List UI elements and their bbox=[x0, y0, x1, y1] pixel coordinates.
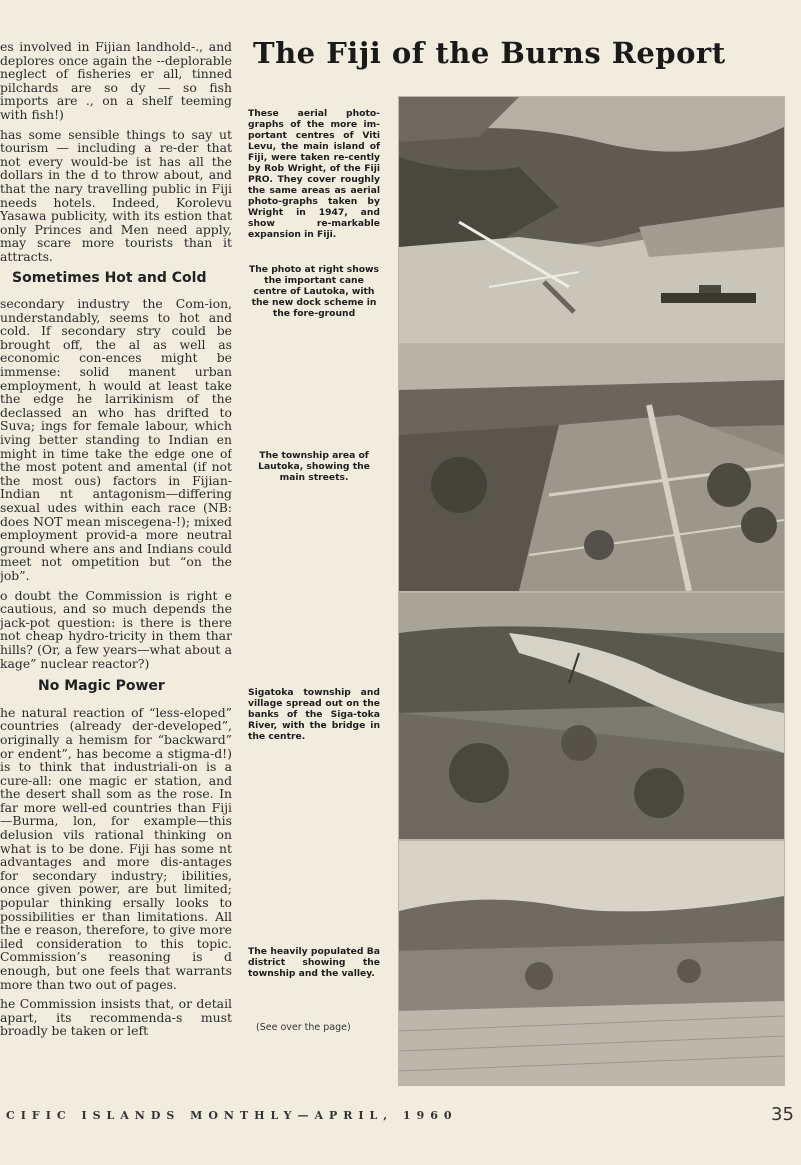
paragraph-tourism: has some sensible things to say ut tourism — including a re-der that not every would-be ist has all the dollars in the d to throw about, and that the nary travelling public in Fiji needs hotels. Indeed, Korolevu Yasawa publicity, with its estion that only Princes and Men need apply, may scare more tourists than it attracts. bbox=[0, 126, 232, 264]
heading-no-magic-power: No Magic Power bbox=[38, 678, 165, 695]
caption-lautoka-dock: The photo at right shows the important cane centre of Lautoka, with the new dock scheme in the fore-ground bbox=[248, 264, 380, 319]
paragraph-secondary-industry: secondary industry the Com-ion, understandably, seems to hot and cold. If secondary stry could be brought off, the al as well as economic con-ences might be immense: solid manent urban employment, h would at least take the edge he larrikinism of the declassed an who has drifted to Suva; ings for female labour, which iving better standing to Indian en might in time take the edge one of the most potent and amental (if not the most ous) factors in Fijian-Indian nt antagonism—differing sexual udes within each race (NB: does NOT mean miscegena-!); mixed employment provid-a more neutral ground where ans and Indians could meet not ompetition but “on the job”. bbox=[0, 296, 232, 583]
paragraph-hydro: o doubt the Commission is right e cautious, and so much depends the jack-pot question: is there is there not cheap hydro-tricity in them thar hills? (Or, a few years—what about a kage” nuclear reactor?) bbox=[0, 587, 232, 671]
caption-lautoka-township: The township area of Lautoka, showing the main streets. bbox=[258, 450, 370, 483]
paragraph-commission-insists: he Commission insists that, or detail apart, its recommenda-s must broadly be taken or left bbox=[0, 996, 232, 1039]
caption-ba-district: The heavily populated Ba district showing the township and the valley. bbox=[248, 946, 380, 979]
caption-sigatoka: Sigatoka township and village spread out on the banks of the Siga-toka River, with the bridge in the centre. bbox=[248, 687, 380, 742]
article-title: The Fiji of the Burns Report bbox=[253, 36, 726, 70]
page-number: 35 bbox=[771, 1104, 794, 1125]
heading-sometimes-hot-and-cold: Sometimes Hot and Cold bbox=[12, 269, 207, 286]
see-over-note: (See over the page) bbox=[256, 1022, 351, 1033]
photo-lautoka-township bbox=[398, 344, 785, 592]
footer-magazine-line: CIFIC ISLANDS MONTHLY—APRIL, 1960 bbox=[6, 1109, 458, 1122]
photo-ba-district bbox=[398, 840, 785, 1086]
paragraph-natural-reaction: he natural reaction of “less-eloped” countries (already der-developed”, originally a hemism for “backward” or endent”, has become a stigma-d!) is to think that industriali-on is a cure-all: one magic er station, and the desert shall som as the rose. In far more well-ed countries than Fiji—Burma, lon, for example—this delusion vils rational thinking on what is to be done. Fiji has some nt advantages and more dis-antages for secondary industry; ibilities, once given power, are but limited; popular thinking ersally looks to possibilities er than limitations. All the e reason, therefore, to give more iled consideration to this topic. Commission’s reasoning is d enough, but one feels that warrants more than two out of pages. bbox=[0, 704, 232, 992]
caption-intro: These aerial photo-graphs of the more im-portant centres of Viti Levu, the main island of Fiji, were taken re-cently by Rob Wright, of the Fiji PRO. They cover roughly the same areas as aerial photo-graphs taken by Wright in 1947, and show re-markable expansion in Fiji. bbox=[248, 108, 380, 240]
paragraph-fisheries: es involved in Fijian landhold-., and deplores once again the --deplorable neglect of fisheries er all, tinned pilchards are so dy — so fish imports are ., on a shelf teeming with fish!) bbox=[0, 40, 232, 122]
photo-lautoka-dock bbox=[398, 96, 785, 344]
photo-sigatoka bbox=[398, 592, 785, 840]
left-text-column bbox=[0, 40, 232, 1100]
